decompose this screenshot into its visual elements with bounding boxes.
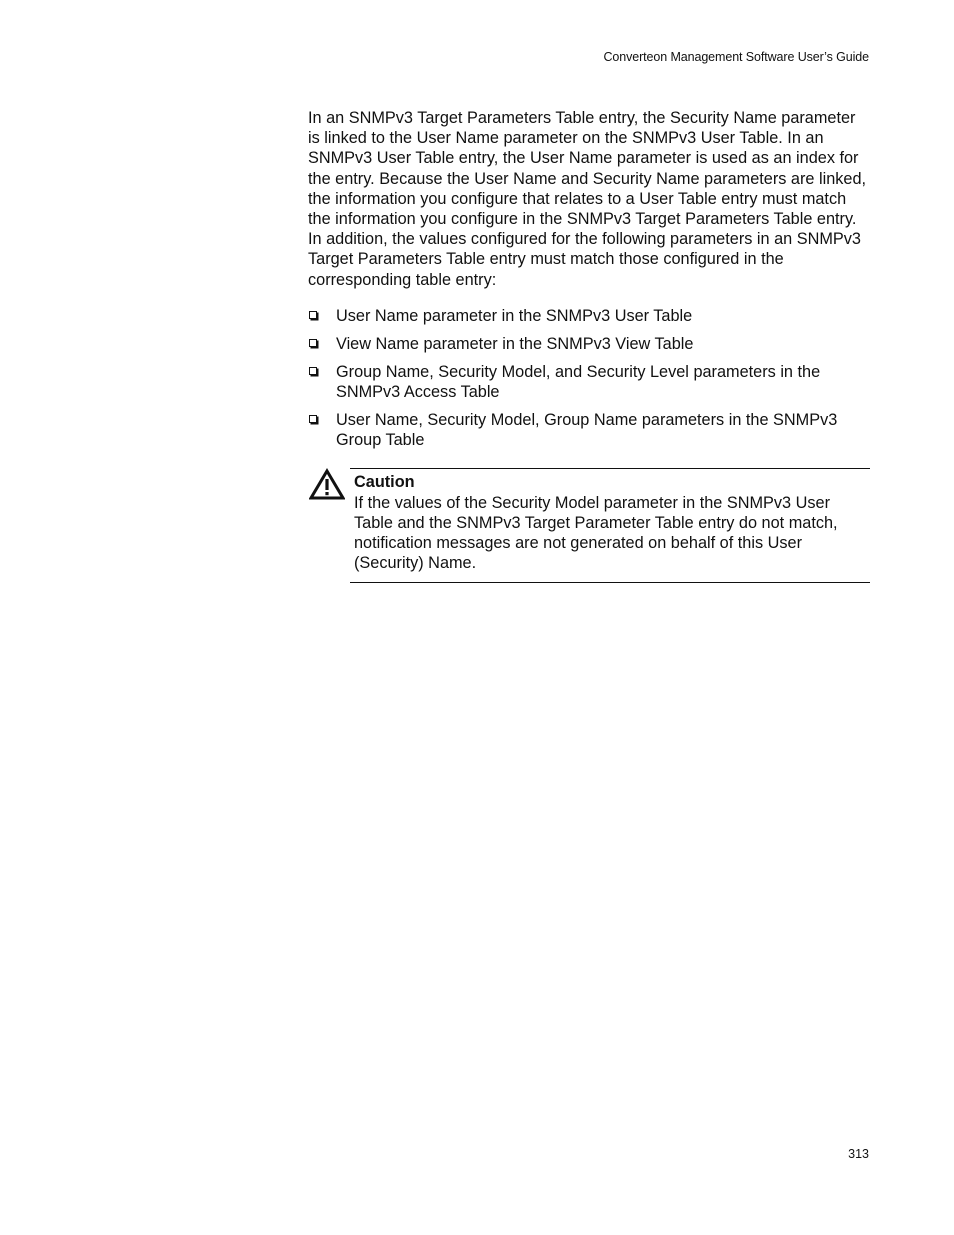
list-item-text: View Name parameter in the SNMPv3 View Table bbox=[336, 334, 694, 353]
caution-text: If the values of the Security Model parameter in the SNMPv3 User Table and the SNMPv3 Target Parameter Table entry do not match, notification messages are not generated on behalf of this User (Security) Name. bbox=[354, 493, 838, 573]
checkbox-bullet-icon bbox=[309, 311, 317, 319]
list-item-text: User Name, Security Model, Group Name parameters in the SNMPv3 Group Table bbox=[336, 411, 838, 450]
list-item-text: Group Name, Security Model, and Security Level parameters in the SNMPv3 Access Table bbox=[336, 362, 821, 402]
list-item bbox=[308, 306, 870, 326]
page-number: 313 bbox=[848, 1147, 869, 1161]
list-item bbox=[308, 410, 870, 450]
checkbox-bullet-icon bbox=[309, 339, 317, 347]
warning-triangle-icon bbox=[309, 468, 345, 500]
caution-block bbox=[308, 468, 870, 583]
caution-box bbox=[350, 468, 870, 583]
caution-heading: Caution bbox=[354, 473, 415, 492]
page-content bbox=[308, 108, 870, 583]
intro-paragraph: In an SNMPv3 Target Parameters Table entry, the Security Name parameter is linked to the User Name parameter on the SNMPv3 User Table. In an SNMPv3 User Table entry, the User Name parameter is used as an index for the entry. Because the User Name and Security Name parameters are linked, the information you configure that relates to a User Table entry must match the information you configure in the SNMPv3 Target Parameters Table entry. In addition, the values configured for the following parameters in an SNMPv3 Target Parameters Table entry must match those configured in the corresponding table entry: bbox=[308, 109, 867, 289]
list-item-text: User Name parameter in the SNMPv3 User Table bbox=[336, 306, 693, 325]
list-item bbox=[308, 362, 870, 402]
running-header: Converteon Management Software User’s Guide bbox=[603, 50, 869, 64]
checkbox-bullet-icon bbox=[309, 367, 317, 375]
bullet-list bbox=[308, 306, 870, 451]
checkbox-bullet-icon bbox=[309, 415, 317, 423]
list-item bbox=[308, 334, 870, 354]
